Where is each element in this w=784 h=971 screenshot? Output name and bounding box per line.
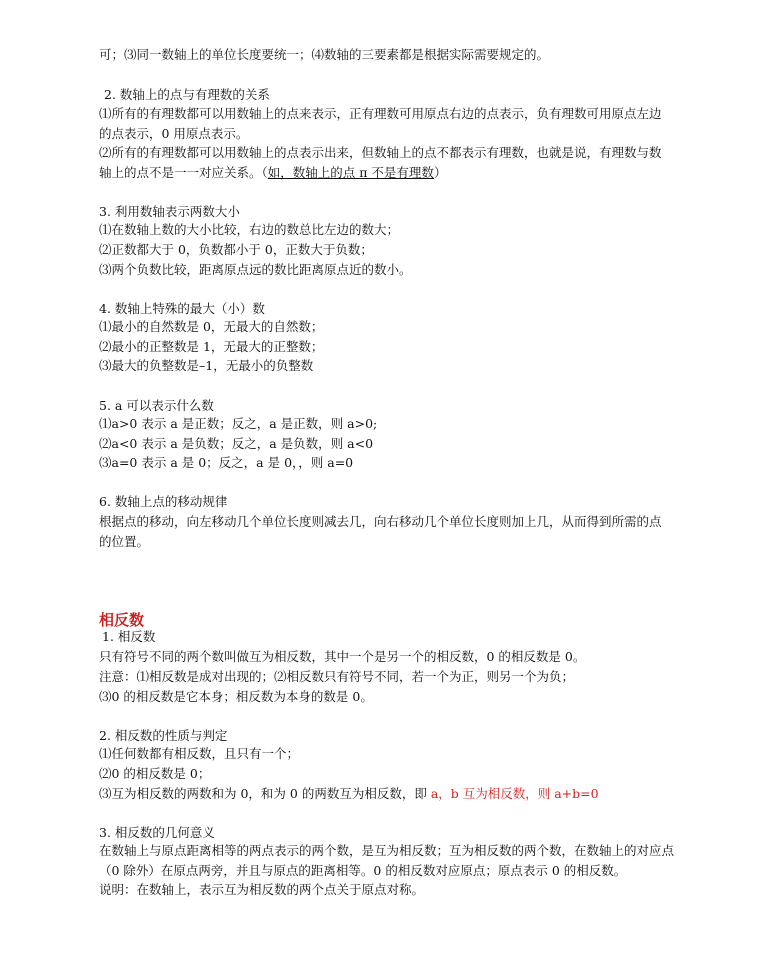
text-line: ⑴最小的自然数是 0，无最大的自然数； bbox=[99, 319, 324, 334]
text-line: ⑴a>0 表示 a 是正数；反之，a 是正数，则 a>0; bbox=[99, 416, 378, 431]
text-line: 可；⑶同一数轴上的单位长度要统一；⑷数轴的三要素都是根据实际需要规定的。 bbox=[99, 47, 550, 62]
text-span: ⑶互为相反数的两数和为 0，和为 0 的两数互为相反数，即 bbox=[99, 786, 431, 801]
text-line: ⑶最大的负整数是–1，无最小的负整数 bbox=[99, 358, 314, 373]
text-line: ⑵a<0 表示 a 是负数；反之，a 是负数，则 a<0 bbox=[99, 436, 374, 451]
text-line: ⑵正数都大于 0，负数都小于 0，正数大于负数； bbox=[99, 242, 373, 257]
text-line bbox=[99, 165, 446, 181]
text-line: ⑴任何数都有相反数，且只有一个； bbox=[99, 746, 300, 761]
highlighted-conclusion: a，b 互为相反数，则 a+b=0 bbox=[430, 786, 599, 801]
text-line: ⑵0 的相反数是 0； bbox=[99, 766, 211, 781]
text-line: 的位置。 bbox=[99, 534, 150, 549]
text-line: ⑵最小的正整数是 1，无最大的正整数； bbox=[99, 339, 324, 354]
text-line: 只有符号不同的两个数叫做互为相反数，其中一个是另一个的相反数，0 的相反数是 0。 bbox=[99, 649, 586, 664]
text-line: 根据点的移动，向左移动几个单位长度则减去几，向右移动几个单位长度则加上几，从而得到所需的点 bbox=[99, 514, 662, 529]
text-line: ⑴在数轴上数的大小比较，右边的数总比左边的数大； bbox=[99, 222, 400, 237]
chapter-title: 相反数 bbox=[99, 611, 145, 629]
section-heading: 6. 数轴上点的移动规律 bbox=[99, 494, 228, 509]
text-line: ⑶0 的相反数是它本身；相反数为本身的数是 0。 bbox=[99, 689, 373, 704]
text-line bbox=[99, 786, 599, 802]
text-line: ⑶两个负数比较，距离原点远的数比距离原点近的数小。 bbox=[99, 262, 412, 277]
text-span: ） bbox=[433, 165, 447, 180]
section-heading: 2. 相反数的性质与判定 bbox=[99, 728, 228, 743]
section-heading: 1. 相反数 bbox=[102, 629, 156, 644]
text-line: ⑵所有的有理数都可以用数轴上的点表示出来，但数轴上的点不都表示有理数，也就是说，有理数与数 bbox=[99, 145, 662, 160]
text-line: ⑴所有的有理数都可以用数轴上的点来表示，正有理数可用原点右边的点表示，负有理数可用原点左边 bbox=[99, 106, 662, 121]
text-line: 注意：⑴相反数是成对出现的；⑵相反数只有符号不同，若一个为正，则另一个为负； bbox=[99, 669, 575, 684]
section-heading: 5. a 可以表示什么数 bbox=[99, 398, 214, 413]
text-span: 轴上的点不是一一对应关系。（ bbox=[99, 165, 268, 180]
text-line: 的点表示，0 用原点表示。 bbox=[99, 126, 249, 141]
section-heading: 3. 利用数轴表示两数大小 bbox=[99, 204, 240, 219]
text-line: 在数轴上与原点距离相等的两点表示的两个数，是互为相反数；互为相反数的两个数，在数轴上的对应点 bbox=[99, 843, 675, 858]
underlined-example: 如，数轴上的点 π 不是有理数 bbox=[267, 165, 434, 180]
text-line: 说明：在数轴上，表示互为相反数的两个点关于原点对称。 bbox=[99, 882, 425, 897]
section-heading: 3. 相反数的几何意义 bbox=[99, 825, 215, 840]
text-line: （0 除外）在原点两旁，并且与原点的距离相等。0 的相反数对应原点；原点表示 0 的相反数。 bbox=[99, 863, 627, 878]
section-heading: 2. 数轴上的点与有理数的关系 bbox=[104, 87, 270, 102]
section-heading: 4. 数轴上特殊的最大（小）数 bbox=[99, 301, 265, 316]
text-line: ⑶a=0 表示 a 是 0；反之，a 是 0，，则 a=0 bbox=[99, 455, 354, 470]
